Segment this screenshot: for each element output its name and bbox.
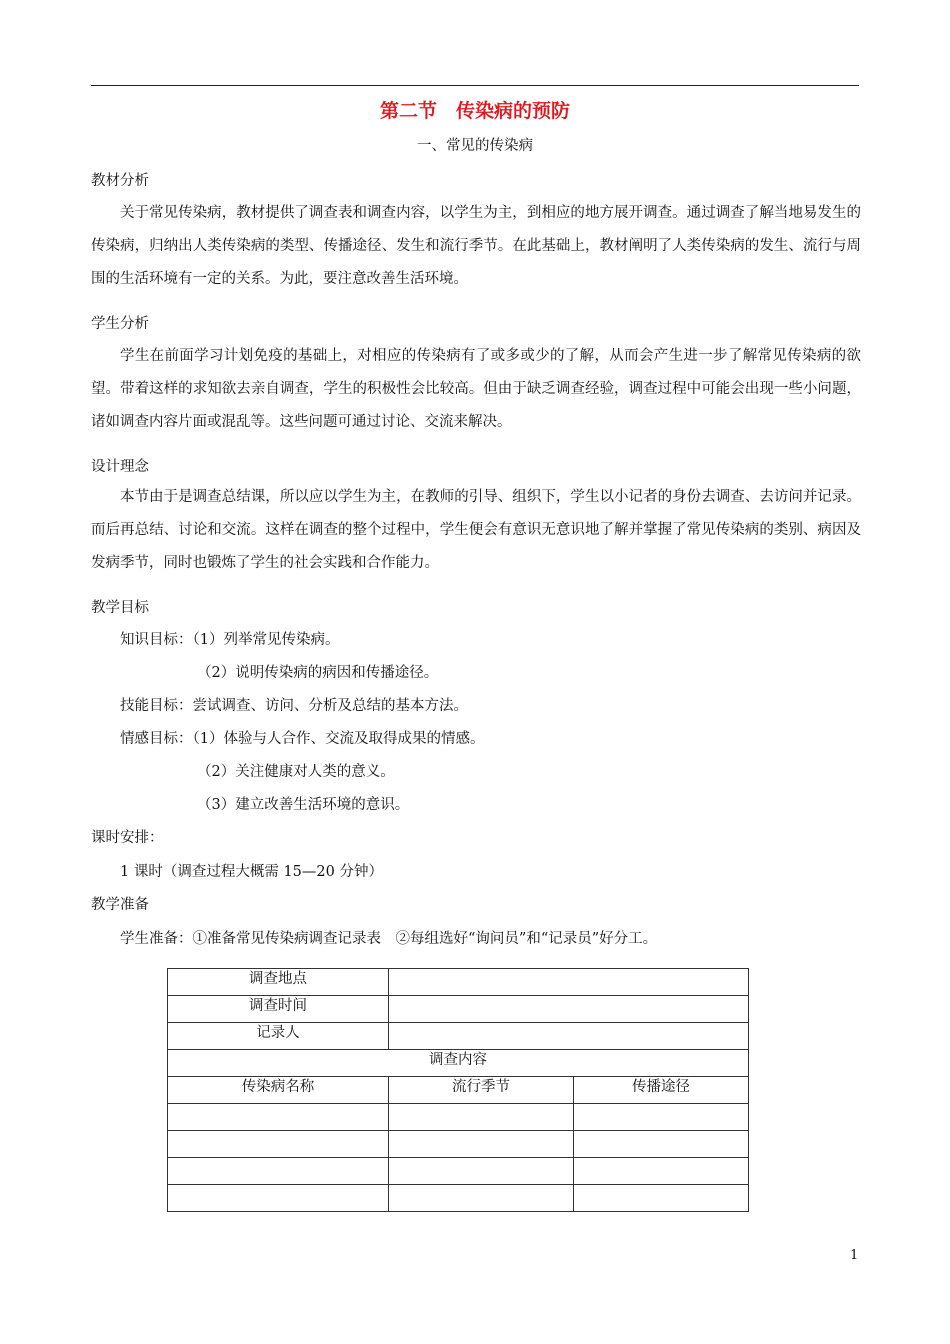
paragraph-design-concept: 本节由于是调查总结课，所以应以学生为主，在教师的引导、组织下，学生以小记者的身份去调查、去访问并记录。而后再总结、讨论和交流。这样在调查的整个过程中，学生便会有意识无意识地了解并掌握了常见传染病的类别、病因及发病季节，同时也锻炼了学生的社会实践和合作能力。 bbox=[91, 489, 861, 571]
column-header-disease: 传染病名称 bbox=[168, 1077, 389, 1104]
header-rule bbox=[91, 85, 859, 86]
heading-textbook-analysis: 教材分析 bbox=[91, 173, 149, 189]
table-cell bbox=[574, 1131, 749, 1158]
heading-student-analysis: 学生分析 bbox=[91, 316, 149, 332]
table-cell bbox=[168, 1104, 389, 1131]
table-row bbox=[168, 1158, 749, 1185]
table-header-row bbox=[168, 1077, 749, 1104]
page-number: 1 bbox=[850, 1248, 859, 1263]
paragraph-student-analysis: 学生在前面学习计划免疫的基础上，对相应的传染病有了或多或少的了解，从而会产生进一步了解常见传染病的欲望。带着这样的求知欲去亲自调查，学生的积极性会比较高。但由于缺乏调查经验，调查过程中可能会出现一些小问题，诸如调查内容片面或混乱等。这些问题可通过讨论、交流来解决。 bbox=[91, 348, 861, 430]
table-cell bbox=[574, 1158, 749, 1185]
value-recorder bbox=[389, 1023, 749, 1050]
table-row bbox=[168, 1023, 749, 1050]
label-recorder: 记录人 bbox=[168, 1023, 389, 1050]
table-cell bbox=[389, 1185, 574, 1212]
column-header-route: 传播途径 bbox=[574, 1077, 749, 1104]
table-cell bbox=[389, 1131, 574, 1158]
table-cell bbox=[389, 1158, 574, 1185]
table-cell bbox=[168, 1185, 389, 1212]
survey-table bbox=[167, 968, 749, 1212]
heading-teaching-goals: 教学目标 bbox=[91, 600, 149, 616]
goal-emotion-1: 情感目标：（1）体验与人合作、交流及取得成果的情感。 bbox=[120, 731, 485, 747]
page-title: 第二节 传染病的预防 bbox=[379, 100, 570, 122]
table-row bbox=[168, 969, 749, 996]
table-cell bbox=[574, 1104, 749, 1131]
heading-schedule: 课时安排： bbox=[91, 830, 164, 846]
goal-knowledge-2: （2）说明传染病的病因和传播途径。 bbox=[197, 665, 439, 681]
section-subtitle: 一、常见的传染病 bbox=[417, 138, 533, 154]
preparation-text: 学生准备：①准备常见传染病调查记录表 ②每组选好“询问员”和“记录员”好分工。 bbox=[120, 931, 658, 947]
table-row bbox=[168, 1185, 749, 1212]
goal-knowledge-1: 知识目标：（1）列举常见传染病。 bbox=[120, 632, 340, 648]
table-row bbox=[168, 1050, 749, 1077]
goal-emotion-3: （3）建立改善生活环境的意识。 bbox=[197, 797, 410, 813]
table-cell bbox=[168, 1131, 389, 1158]
paragraph-textbook-analysis: 关于常见传染病，教材提供了调查表和调查内容，以学生为主，到相应的地方展开调查。通过调查了解当地易发生的传染病，归纳出人类传染病的类型、传播途径、发生和流行季节。在此基础上，教材阐明了人类传染病的发生、流行与周围的生活环境有一定的关系。为此，要注意改善生活环境。 bbox=[91, 205, 861, 287]
goal-skill: 技能目标：尝试调查、访问、分析及总结的基本方法。 bbox=[120, 698, 468, 714]
heading-preparation: 教学准备 bbox=[91, 897, 149, 913]
table-cell bbox=[389, 1104, 574, 1131]
table-row bbox=[168, 1104, 749, 1131]
label-time: 调查时间 bbox=[168, 996, 389, 1023]
value-time bbox=[389, 996, 749, 1023]
table-cell bbox=[168, 1158, 389, 1185]
table-cell bbox=[574, 1185, 749, 1212]
heading-design-concept: 设计理念 bbox=[91, 459, 149, 475]
value-location bbox=[389, 969, 749, 996]
schedule-text: 1 课时（调查过程大概需 15—20 分钟） bbox=[120, 864, 383, 880]
content-header: 调查内容 bbox=[168, 1050, 749, 1077]
label-location: 调查地点 bbox=[168, 969, 389, 996]
table-row bbox=[168, 996, 749, 1023]
goal-emotion-2: （2）关注健康对人类的意义。 bbox=[197, 764, 395, 780]
table-row bbox=[168, 1131, 749, 1158]
column-header-season: 流行季节 bbox=[389, 1077, 574, 1104]
